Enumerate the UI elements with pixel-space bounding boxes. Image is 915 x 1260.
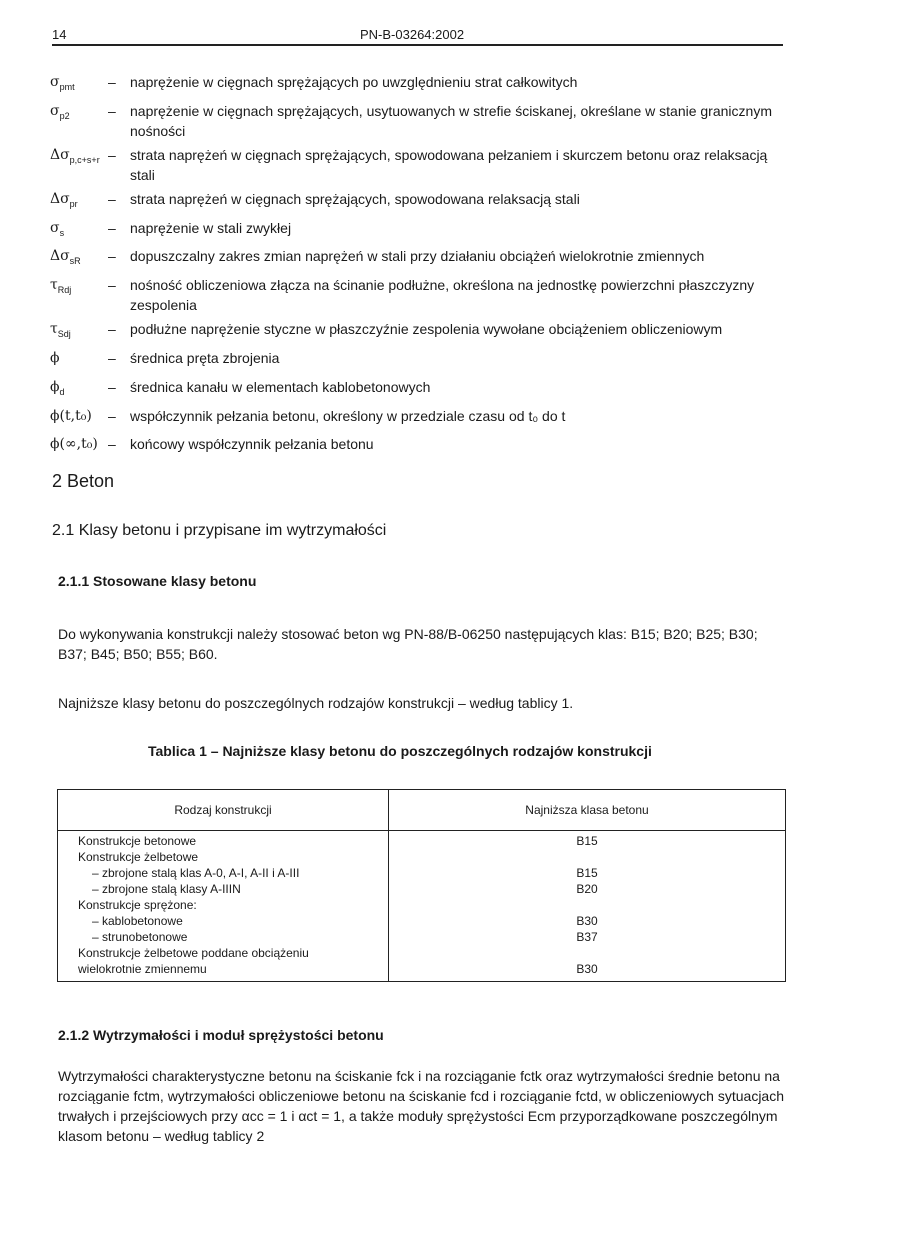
symbol-subscript: p,c+s+r xyxy=(69,154,100,165)
construction-type-cell xyxy=(58,831,389,982)
construction-type: – zbrojone stalą klas A-0, A-I, A-II i A-III xyxy=(92,866,300,880)
table-row xyxy=(58,831,786,982)
symbol xyxy=(50,377,108,402)
symbol-list xyxy=(50,72,785,463)
dash-separator: – xyxy=(108,436,116,453)
construction-type: – zbrojone stalą klasy A-IIIN xyxy=(92,882,241,896)
table-1-caption: Tablica 1 – Najniższe klasy betonu do poszczególnych rodzajów konstrukcji xyxy=(148,743,652,759)
symbol-base: τ xyxy=(50,321,58,338)
paragraph-strength-modulus: Wytrzymałości charakterystyczne betonu na ściskanie fck i na rozciąganie fctk oraz wytrzymałości średnie betonu na rozciąganie fctm, wytrzymałości obliczeniowe betonu na ściskanie fcd i rozciąganie fctd, w obliczeniowych sytuacjach trwałych i przejściowych przy αcc = 1 i αct = 1, a także moduły sprężystości Ecm przyporządkowane poszczególnym klasom betonu – według tablicy 2 xyxy=(58,1068,784,1144)
symbol-definition xyxy=(50,101,785,141)
symbol-description: naprężenie w stali zwykłej xyxy=(130,219,292,236)
symbol xyxy=(50,434,108,459)
section-2-1-1-title: 2.1.1 Stosowane klasy betonu xyxy=(58,573,257,589)
symbol-definition xyxy=(50,319,785,344)
construction-type: Konstrukcje żelbetowe xyxy=(78,850,199,864)
min-class-value: B30 xyxy=(576,962,598,976)
symbol-definition xyxy=(50,377,785,402)
symbol-description: nośność obliczeniowa złącza na ścinanie podłużne, określona na jednostkę powierzchni płaszczyzny zespolenia xyxy=(130,277,755,314)
symbol xyxy=(50,246,108,271)
dash-separator: – xyxy=(108,277,116,294)
symbol-subscript: pmt xyxy=(59,81,75,92)
dash-separator: – xyxy=(108,378,116,395)
dash-separator: – xyxy=(108,248,116,265)
dash-separator: – xyxy=(108,74,116,90)
symbol xyxy=(50,319,108,344)
dash-separator: – xyxy=(108,146,116,163)
symbol-base: σ xyxy=(50,102,60,119)
table-header-row xyxy=(58,790,786,831)
dash-separator: – xyxy=(108,219,116,236)
symbol-definition xyxy=(50,189,785,214)
symbol-base: σ xyxy=(50,219,60,236)
section-2-1-title: 2.1 Klasy betonu i przypisane im wytrzymałości xyxy=(52,522,387,539)
min-class-value xyxy=(389,849,785,865)
symbol-description: końcowy współczynnik pełzania betonu xyxy=(130,436,374,453)
symbol-description: podłużne naprężenie styczne w płaszczyźnie zespolenia wywołane obciążeniem obliczeniowym xyxy=(130,321,723,338)
min-class-value: B30 xyxy=(576,914,598,928)
dash-separator: – xyxy=(108,349,116,366)
min-class-value xyxy=(389,897,785,913)
symbol-description: strata naprężeń w cięgnach sprężających, spowodowana relaksacją stali xyxy=(130,190,580,207)
construction-type: Konstrukcje żelbetowe poddane obciążeniu xyxy=(78,946,309,960)
symbol-definition xyxy=(50,218,785,243)
symbol xyxy=(50,145,108,185)
construction-type: – kablobetonowe xyxy=(92,914,183,928)
min-class-value: B37 xyxy=(576,930,598,944)
column-header: Najniższa klasa betonu xyxy=(389,790,786,831)
section-2-title: 2 Beton xyxy=(52,471,115,491)
symbol-subscript: sR xyxy=(69,256,81,267)
symbol-subscript: Sdj xyxy=(57,328,71,339)
symbol-description: średnica pręta zbrojenia xyxy=(130,349,280,366)
construction-type: Konstrukcje sprężone: xyxy=(78,898,197,912)
table-1 xyxy=(57,789,786,982)
symbol xyxy=(50,406,108,431)
construction-type: – strunobetonowe xyxy=(92,930,188,944)
min-class-value: B15 xyxy=(576,834,598,848)
symbol-definition xyxy=(50,275,785,315)
symbol-base: Δσ xyxy=(50,146,70,163)
symbol-base: Δσ xyxy=(50,248,70,265)
symbol-definition xyxy=(50,72,785,97)
symbol-base: Δσ xyxy=(50,190,70,207)
symbol-definition xyxy=(50,434,785,459)
symbol-definition xyxy=(50,145,785,185)
symbol xyxy=(50,72,108,97)
standard-code: PN-B-03264:2002 xyxy=(360,27,465,42)
symbol-definition xyxy=(50,406,785,431)
symbol-description: średnica kanału w elementach kablobetonowych xyxy=(130,378,431,395)
symbol-description: strata naprężeń w cięgnach sprężających, spowodowana pełzaniem i skurczem betonu oraz relaksacją stali xyxy=(130,146,768,183)
paragraph-concrete-classes: Do wykonywania konstrukcji należy stosować beton wg PN-88/B-06250 następujących klas: B15; B20; B25; B30; B37; B45; B50; B55; B60. xyxy=(58,626,758,662)
construction-type: wielokrotnie zmiennemu xyxy=(78,962,207,976)
symbol-subscript: p2 xyxy=(59,110,70,121)
paragraph-table-reference: Najniższe klasy betonu do poszczególnych rodzajów konstrukcji – według tablicy 1. xyxy=(58,695,574,711)
symbol-base: ϕ xyxy=(50,349,60,366)
construction-type: Konstrukcje betonowe xyxy=(78,834,197,848)
symbol xyxy=(50,348,108,373)
dash-separator: – xyxy=(108,321,116,338)
symbol-base: τ xyxy=(50,277,58,294)
symbol-definition xyxy=(50,246,785,271)
symbol xyxy=(50,189,108,214)
min-class-cell xyxy=(389,831,786,982)
symbol xyxy=(50,275,108,315)
symbol-base: σ xyxy=(50,74,60,90)
dash-separator: – xyxy=(108,407,116,424)
symbol-subscript: s xyxy=(59,227,65,238)
symbol-base: ϕ xyxy=(50,378,60,395)
column-header: Rodzaj konstrukcji xyxy=(58,790,389,831)
min-class-value: B15 xyxy=(576,866,598,880)
symbol-description: dopuszczalny zakres zmian naprężeń w stali przy działaniu obciążeń wielokrotnie zmiennych xyxy=(130,248,705,265)
page-number: 14 xyxy=(52,27,67,42)
symbol-definition xyxy=(50,348,785,373)
symbol-subscript: d xyxy=(59,386,65,397)
symbol xyxy=(50,101,108,141)
header-rule xyxy=(52,44,783,46)
symbol xyxy=(50,218,108,243)
symbol-description: naprężenie w cięgnach sprężających, usytuowanych w strefie ściskanej, określane w stanie granicznym nośności xyxy=(130,102,772,139)
symbol-description: naprężenie w cięgnach sprężających po uwzględnieniu strat całkowitych xyxy=(130,74,578,90)
symbol-subscript: pr xyxy=(69,198,78,209)
section-2-1-2-title: 2.1.2 Wytrzymałości i moduł sprężystości betonu xyxy=(58,1027,384,1043)
min-class-value: B20 xyxy=(576,882,598,896)
symbol-base: ϕ(∞,t₀) xyxy=(50,436,98,453)
symbol-description: współczynnik pełzania betonu, określony w przedziale czasu od t₀ do t xyxy=(130,407,566,424)
dash-separator: – xyxy=(108,190,116,207)
symbol-subscript: Rdj xyxy=(57,284,72,295)
min-class-value xyxy=(389,945,785,961)
symbol-base: ϕ(t,t₀) xyxy=(50,407,92,424)
dash-separator: – xyxy=(108,102,116,119)
